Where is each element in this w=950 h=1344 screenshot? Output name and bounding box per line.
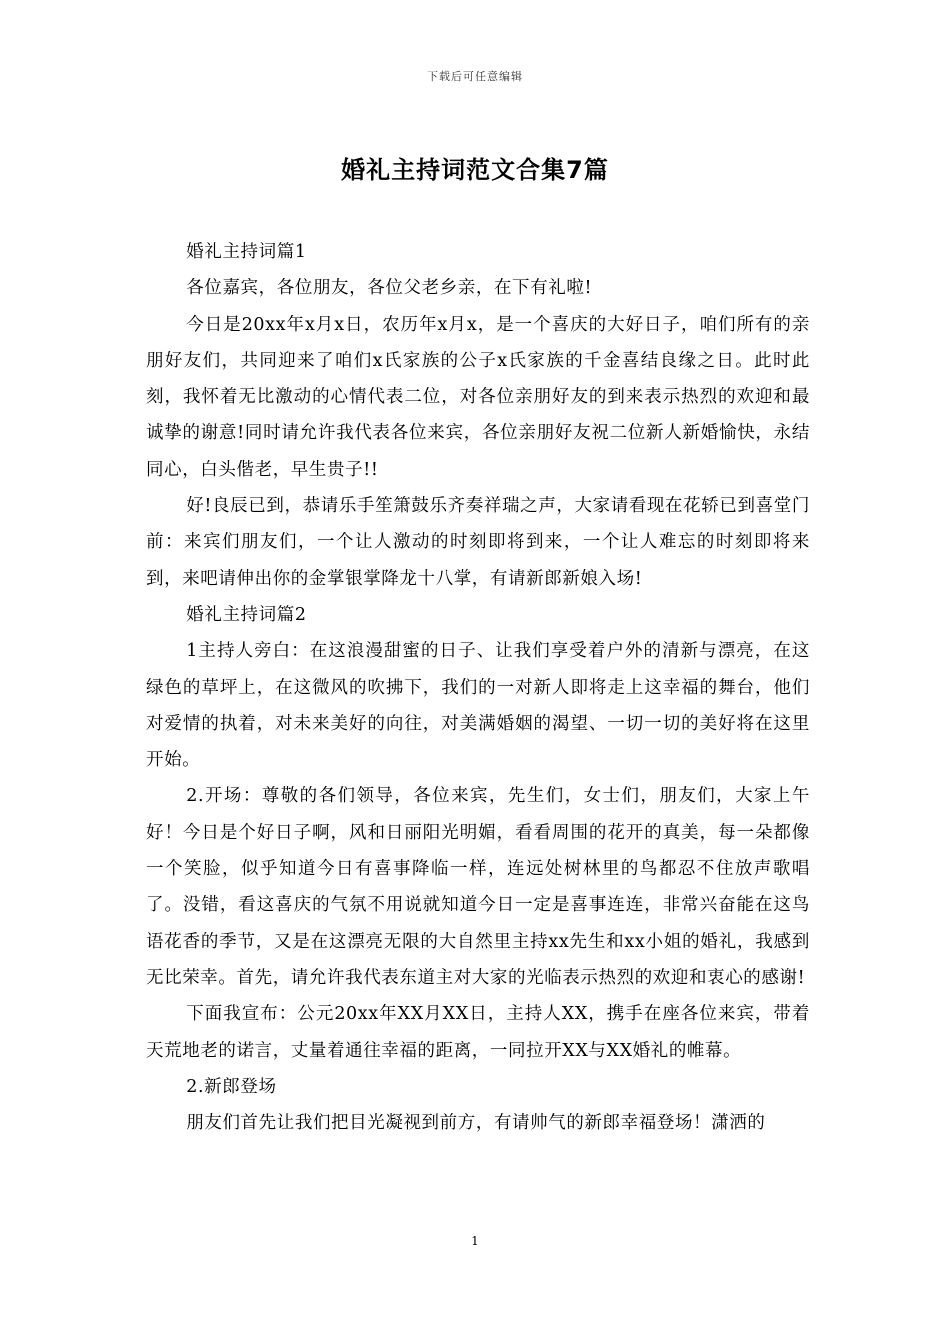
section-heading-2: 婚礼主持词篇2 [186, 604, 307, 625]
document-body [146, 234, 810, 1141]
header-note: 下载后可任意编辑 [427, 70, 523, 83]
section-heading-1: 婚礼主持词篇1 [186, 242, 307, 262]
paragraph: 下面我宣布：公元20xx年XX月XX日，主持人XX，携手在座各位来宾，带着天荒地老的诺言，丈量着通往幸福的距离，一同拉开XX与XX婚礼的帷幕。 [146, 1004, 810, 1061]
sub-heading: 2.新郎登场 [186, 1076, 277, 1097]
document-title: 婚礼主持词范文合集7篇 [341, 156, 609, 184]
paragraph-greeting: 各位嘉宾，各位朋友，各位父老乡亲，在下有礼啦! [186, 278, 593, 299]
paragraph: 朋友们首先让我们把目光凝视到前方，有请帅气的新郎幸福登场！潇洒的 [186, 1113, 766, 1134]
page-number: 1 [471, 1234, 479, 1248]
paragraph: 2.开场：尊敬的各们领导，各位来宾，先生们，女士们，朋友们，大家上午好！今日是个好日子啊，风和日丽阳光明媚，看看周围的花开的真美，每一朵都像一个笑脸，似乎知道今日有喜事降临一样，连远处树林里的鸟都忍不住放声歌唱了。没错，看这喜庆的气氛不用说就知道今日一定是喜事连连，非常兴奋能在这鸟语花香的季节，又是在这漂亮无限的大自然里主持xx先生和xx小姐的婚礼，我感到无比荣幸。首先，请允许我代表东道主对大家的光临表示热烈的欢迎和衷心的感谢! [146, 786, 810, 988]
paragraph: 今日是20xx年x月x日，农历年x月x，是一个喜庆的大好日子，咱们所有的亲朋好友们，共同迎来了咱们x氏家族的公子x氏家族的千金喜结良缘之日。此时此刻，我怀着无比激动的心情代表二位，对各位亲朋好友的到来表示热烈的欢迎和最诚挚的谢意!同时请允许我代表各位来宾，各位亲朋好友祝二位新人新婚愉快，永结同心，白头偕老，早生贵子!! [146, 314, 810, 480]
paragraph: 1主持人旁白：在这浪漫甜蜜的日子、让我们享受着户外的清新与漂亮，在这绿色的草坪上，在这微风的吹拂下，我们的一对新人即将走上这幸福的舞台，他们对爱情的执着，对未来美好的向往，对美满婚姻的渴望、一切一切的美好将在这里开始。 [146, 641, 810, 771]
paragraph: 好!良辰已到，恭请乐手笙箫鼓乐齐奏祥瑞之声，大家请看现在花轿已到喜堂门前：来宾们朋友们，一个让人激动的时刻即将到来，一个让人难忘的时刻即将来到，来吧请伸出你的金掌银掌降龙十八掌，有请新郎新娘入场! [146, 496, 810, 589]
